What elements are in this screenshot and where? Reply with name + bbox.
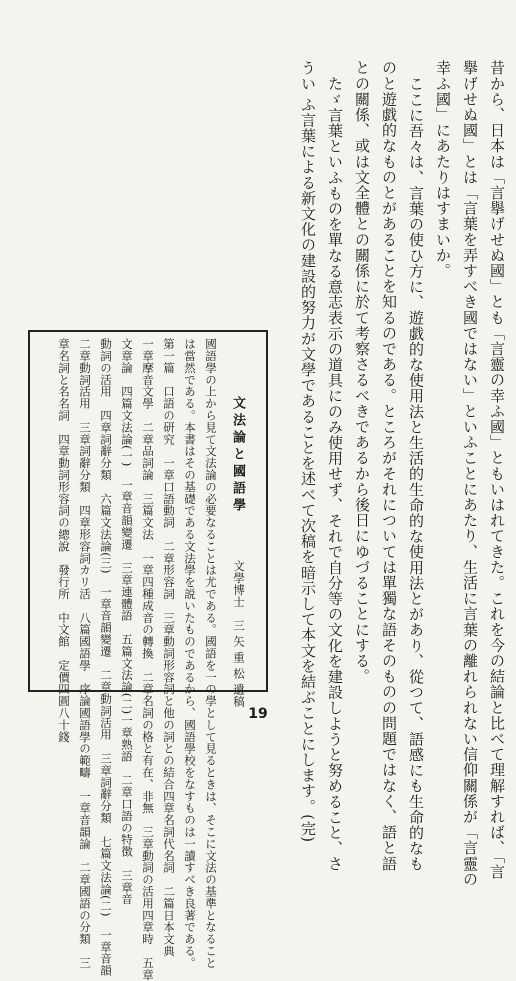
page-number: 19	[248, 706, 268, 722]
advert-column-3: 第一篇 口語の研究 一章口語動詞 二章形容詞 三章動詞形容詞と他の詞との結合四章名詞代名詞 二篇日本文典	[162, 338, 176, 957]
body-column-3: 幸ふ國」にあたりはすまいか。	[434, 60, 452, 279]
advert-title: 文法論と國語學	[230, 396, 245, 515]
advert-column-7: 二章動詞活用 三章詞辭分類 四章形容詞カリ活 八篇國語學 序論國語學の範疇 一章音韻論 二章國語の分類 三	[78, 338, 92, 969]
advert-author: 文學博士 三 矢 重 松 遺稿	[232, 560, 246, 708]
body-column-6: との關係、或は文全體との關係に於て考察さるべきであるから後日にゆづることにする。	[353, 60, 371, 684]
advert-column-2: は當然である。本書はその基礎である文法學を説いたものであるから、國語學校をなすものは一讀すべき良著である。	[183, 338, 197, 969]
advert-column-8: 章名詞と名名詞 四章動詞形容詞の總說 發行所 中文館 定價四圓八十錢	[57, 338, 71, 743]
advert-column-4: 一章摩音文學 二章品詞論 三篇文法 一章四種成音の轉換 二章名詞の格と有在、非無 三章動詞の活用四章時 五章	[141, 338, 155, 981]
advert-column-5: 文章論 四篇文法論(一) 一章音韻變遷 三章連體語 五篇文法論(二)一章熟語 二章口語の特徴 三章音	[120, 338, 134, 905]
body-column-4: ここに吾々は、言葉の使ひ方に、遊戯的な使用法と生活的生命的な使用法とがあり、從つて、語感にも生命的なも	[407, 76, 425, 872]
advert-column-6: 動詞の活用 四章詞辭分類 六篇文法論(三) 一章音韻變遷 二章動詞活用 三章詞辭分類 七篇文法論(二) 一章音韻	[99, 338, 113, 977]
advert-column-1: 國語學の上から見て文法論の必要なることは尤である。國語を一の學として見るときは、そこに文法の基準となること	[204, 338, 218, 969]
body-column-8: うい ふ言葉による新文化の建設的努力が文學であることを述べて次稿を暗示して本文を結ぶことにします。(完)	[299, 60, 317, 843]
body-column-7: たゞ言葉といふものを單なる意志表示の道具にのみ使用せず、それで自分等の文化を建設しようと努めること、さ	[326, 76, 344, 872]
body-column-2: 擧げせぬ國」とは「言葉を弄すべき國ではない」といふことにあたり、生活に言葉の離れられない信仰關係が「言靈の	[461, 60, 479, 887]
body-column-5: のと遊戯的なものとがあることを知るのである。ところがそれについては單獨な語そのものの問題ではなく、語と語	[380, 60, 398, 872]
body-column-1: 昔から、日本は「言擧げせぬ國」とも「言靈の幸ふ國」ともいはれてきた。これを今の結論と比べて理解すれば、「言	[488, 60, 506, 880]
